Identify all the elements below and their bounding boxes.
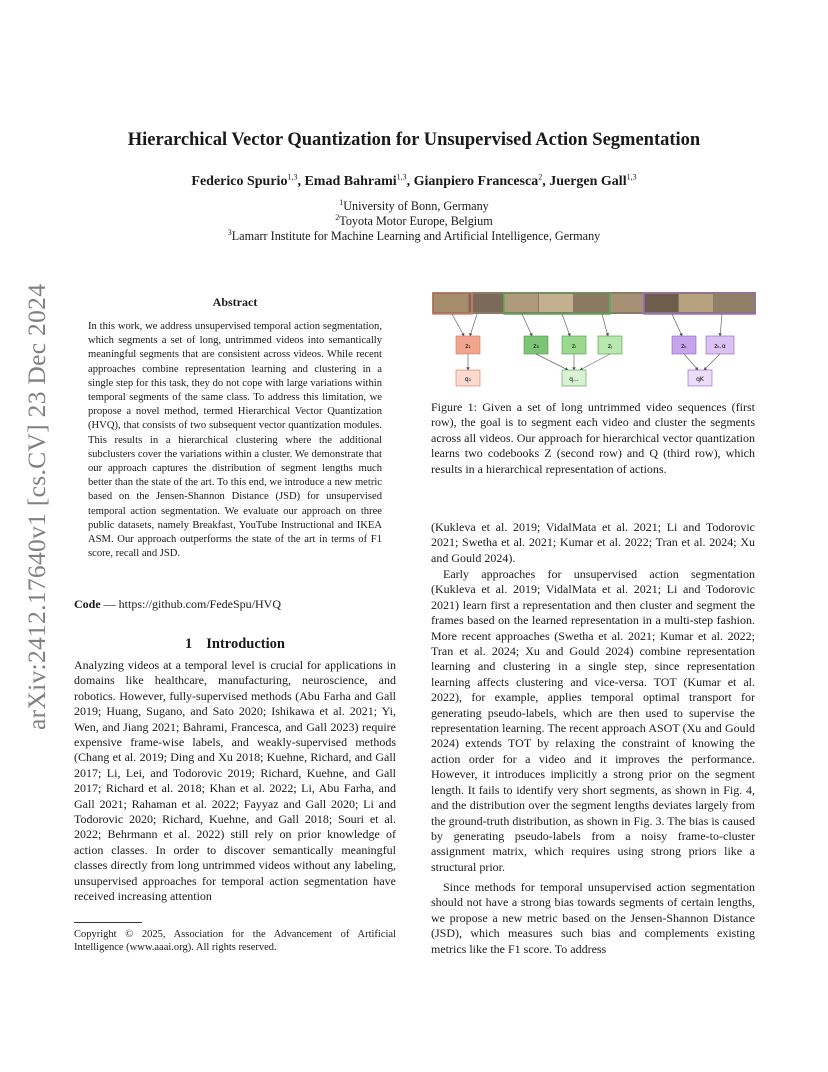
- svg-text:zᵢ: zᵢ: [571, 343, 577, 350]
- footnote-rule: [74, 922, 142, 923]
- author-4: Juergen Gall$^{1,3}$: [549, 172, 637, 189]
- figure-1-caption: Figure 1: Given a set of long untrimmed video sequences (first row), the goal is to segment each video and cluster the segments across all videos. Our approach for hierarchical vector quantization learns two codebooks Z (second row) and Q (third row), which results in a hierarchical representation of actions.: [431, 400, 755, 476]
- affiliation-3: $^3$Lamarr Institute for Machine Learning and Artificial Intelligence, Germany: [227, 228, 601, 244]
- svg-text:qK: qK: [696, 376, 704, 383]
- svg-text:zⱼ: zⱼ: [607, 343, 613, 350]
- svg-text:z₁: z₁: [465, 343, 471, 350]
- video-frame-strip: [432, 292, 756, 314]
- intro-paragraph-2: Early approaches for unsupervised action segmentation (Kukleva et al. 2019; VidalMata et al. 2021; Li and Todorovic 2021) learn first a representation and then cluster and segment the frames based on the learned representation in a multi-step fashion. More recent approaches (Swetha et al. 2021; Kumar et al. 2022; Tran et al. 2024; Xu and Gould 2024) combine representation learning and clustering in a single step, since representation learning affects clustering and vice-versa. TOT (Kumar et al. 2022), for example, applies temporal optimal transport for generating pseudo-labels, which are then used to supervise the representation learning. The recent approach ASOT (Xu and Gould 2024) extends TOT by relaxing the constraint of knowing the action order for a video and it improves the performance. However, it introduces implicitly a strong prior on the segment length. It fails to identify very short segments, as shown in Fig. 4, and the distribution over the segment lengths deviates largely from the ground-truth distribution, as shown in Fig. 3. The bias is caused by generating pseudo-labels from a noisy frame-to-cluster assignment matrix, which requires using strong priors like a structural prior.: [431, 567, 755, 874]
- svg-text:zₖ.α: zₖ.α: [714, 343, 726, 350]
- code-link[interactable]: — https://github.com/FedeSpu/HVQ: [100, 597, 282, 611]
- figure-1: [432, 292, 756, 392]
- svg-text:q₁: q₁: [464, 376, 472, 383]
- author-3: Gianpiero Francesca$^2$,: [413, 172, 550, 189]
- author-list: [0, 172, 828, 190]
- svg-text:q...: q...: [569, 376, 579, 383]
- svg-text:z₃: z₃: [533, 343, 539, 350]
- intro-paragraph-1: Analyzing videos at a temporal level is crucial for applications in domains like healthcare, manufacturing, neuroscience, and robotics. However, fully-supervised methods (Abu Farha and Gall 2019; Huang, Sugano, and Sato 2020; Ishikawa et al. 2021; Yi, Wen, and Jiang 2021; Bahrami, Francesca, and Gall 2023) require expensive frame-wise labels, and weakly-supervised methods (Chang et al. 2019; Ding and Xu 2018; Kuehne, Richard, and Gall 2017; Li, Lei, and Todorovic 2019; Richard, Kuehne, and Gall 2017; Richard et al. 2018; Khan et al. 2022; Li, Abu Farha, and Gall 2021; Rahaman et al. 2022; Fayyaz and Gall 2020; Li and Todorovic 2020; Richard, Kuehne, and Gall 2018; Souri et al. 2022; Behrmann et al. 2022) still rely on prior knowledge of action classes. In order to discover semantically meaningful classes directly from long untrimmed videos without any labeling, unsupervised approaches for temporal action segmentation have received increasing attention: [74, 658, 396, 904]
- paper-title: Hierarchical Vector Quantization for Unsupervised Action Segmentation: [127, 130, 701, 150]
- abstract-heading: Abstract: [212, 295, 258, 309]
- copyright-footnote: Copyright © 2025, Association for the Advancement of Artificial Intelligence (www.aaai.org). All rights reserved.: [74, 929, 396, 953]
- code-line: [74, 597, 396, 612]
- intro-paragraph-3: Since methods for temporal unsupervised action segmentation should not have a strong bias towards segments of certain lengths, we propose a new metric based on the Jensen-Shannon Distance (JSD), which measures such bias and complements existing metrics like the F1 score. To address: [431, 880, 755, 956]
- intro-paragraph-cont: (Kukleva et al. 2019; VidalMata et al. 2021; Li and Todorovic 2021; Swetha et al. 2021; Kumar et al. 2022; Tran et al. 2024; Xu and Gould 2024).: [431, 520, 755, 565]
- arxiv-stamp: arXiv:2412.17640v1 [cs.CV] 23 Dec 2024: [22, 283, 51, 730]
- author-2: Emad Bahrami$^{1,3}$,: [304, 172, 414, 189]
- section-heading: 1 Introduction: [185, 636, 285, 652]
- codebook-z-row: [456, 336, 734, 354]
- affiliation-1: $^1$University of Bonn, Germany: [339, 198, 489, 214]
- abstract-body: In this work, we address unsupervised temporal action segmentation, which segments a set of long, untrimmed videos into semantically meaningful segments that are consistent across videos. While recent approaches combine representation learning and clustering in a single step for this task, they do not cope with large variations within temporal segments of the same class. To address this limitation, we propose a novel method, termed Hierarchical Vector Quantization (HVQ), that consists of two subsequent vector quantization modules. This results in a hierarchical clustering where the additional subclusters cover the variations within a cluster. We demonstrate that our approach captures the distribution of segment lengths much better than the state of the art. To this end, we introduce a new metric based on the Jensen-Shannon Distance (JSD) for unsupervised temporal action segmentation. We evaluate our approach on three public datasets, namely Breakfast, YouTube Instructional and IKEA ASM. Our approach outperforms the state of the art in terms of F1 score, recall and JSD.: [88, 321, 382, 560]
- code-label: Code: [74, 597, 101, 611]
- codebook-q-row: [456, 370, 712, 386]
- affiliation-2: $^2$Toyota Motor Europe, Belgium: [335, 213, 493, 229]
- author-1: Federico Spurio$^{1,3}$,: [191, 172, 305, 189]
- svg-text:zₖ: zₖ: [681, 343, 687, 350]
